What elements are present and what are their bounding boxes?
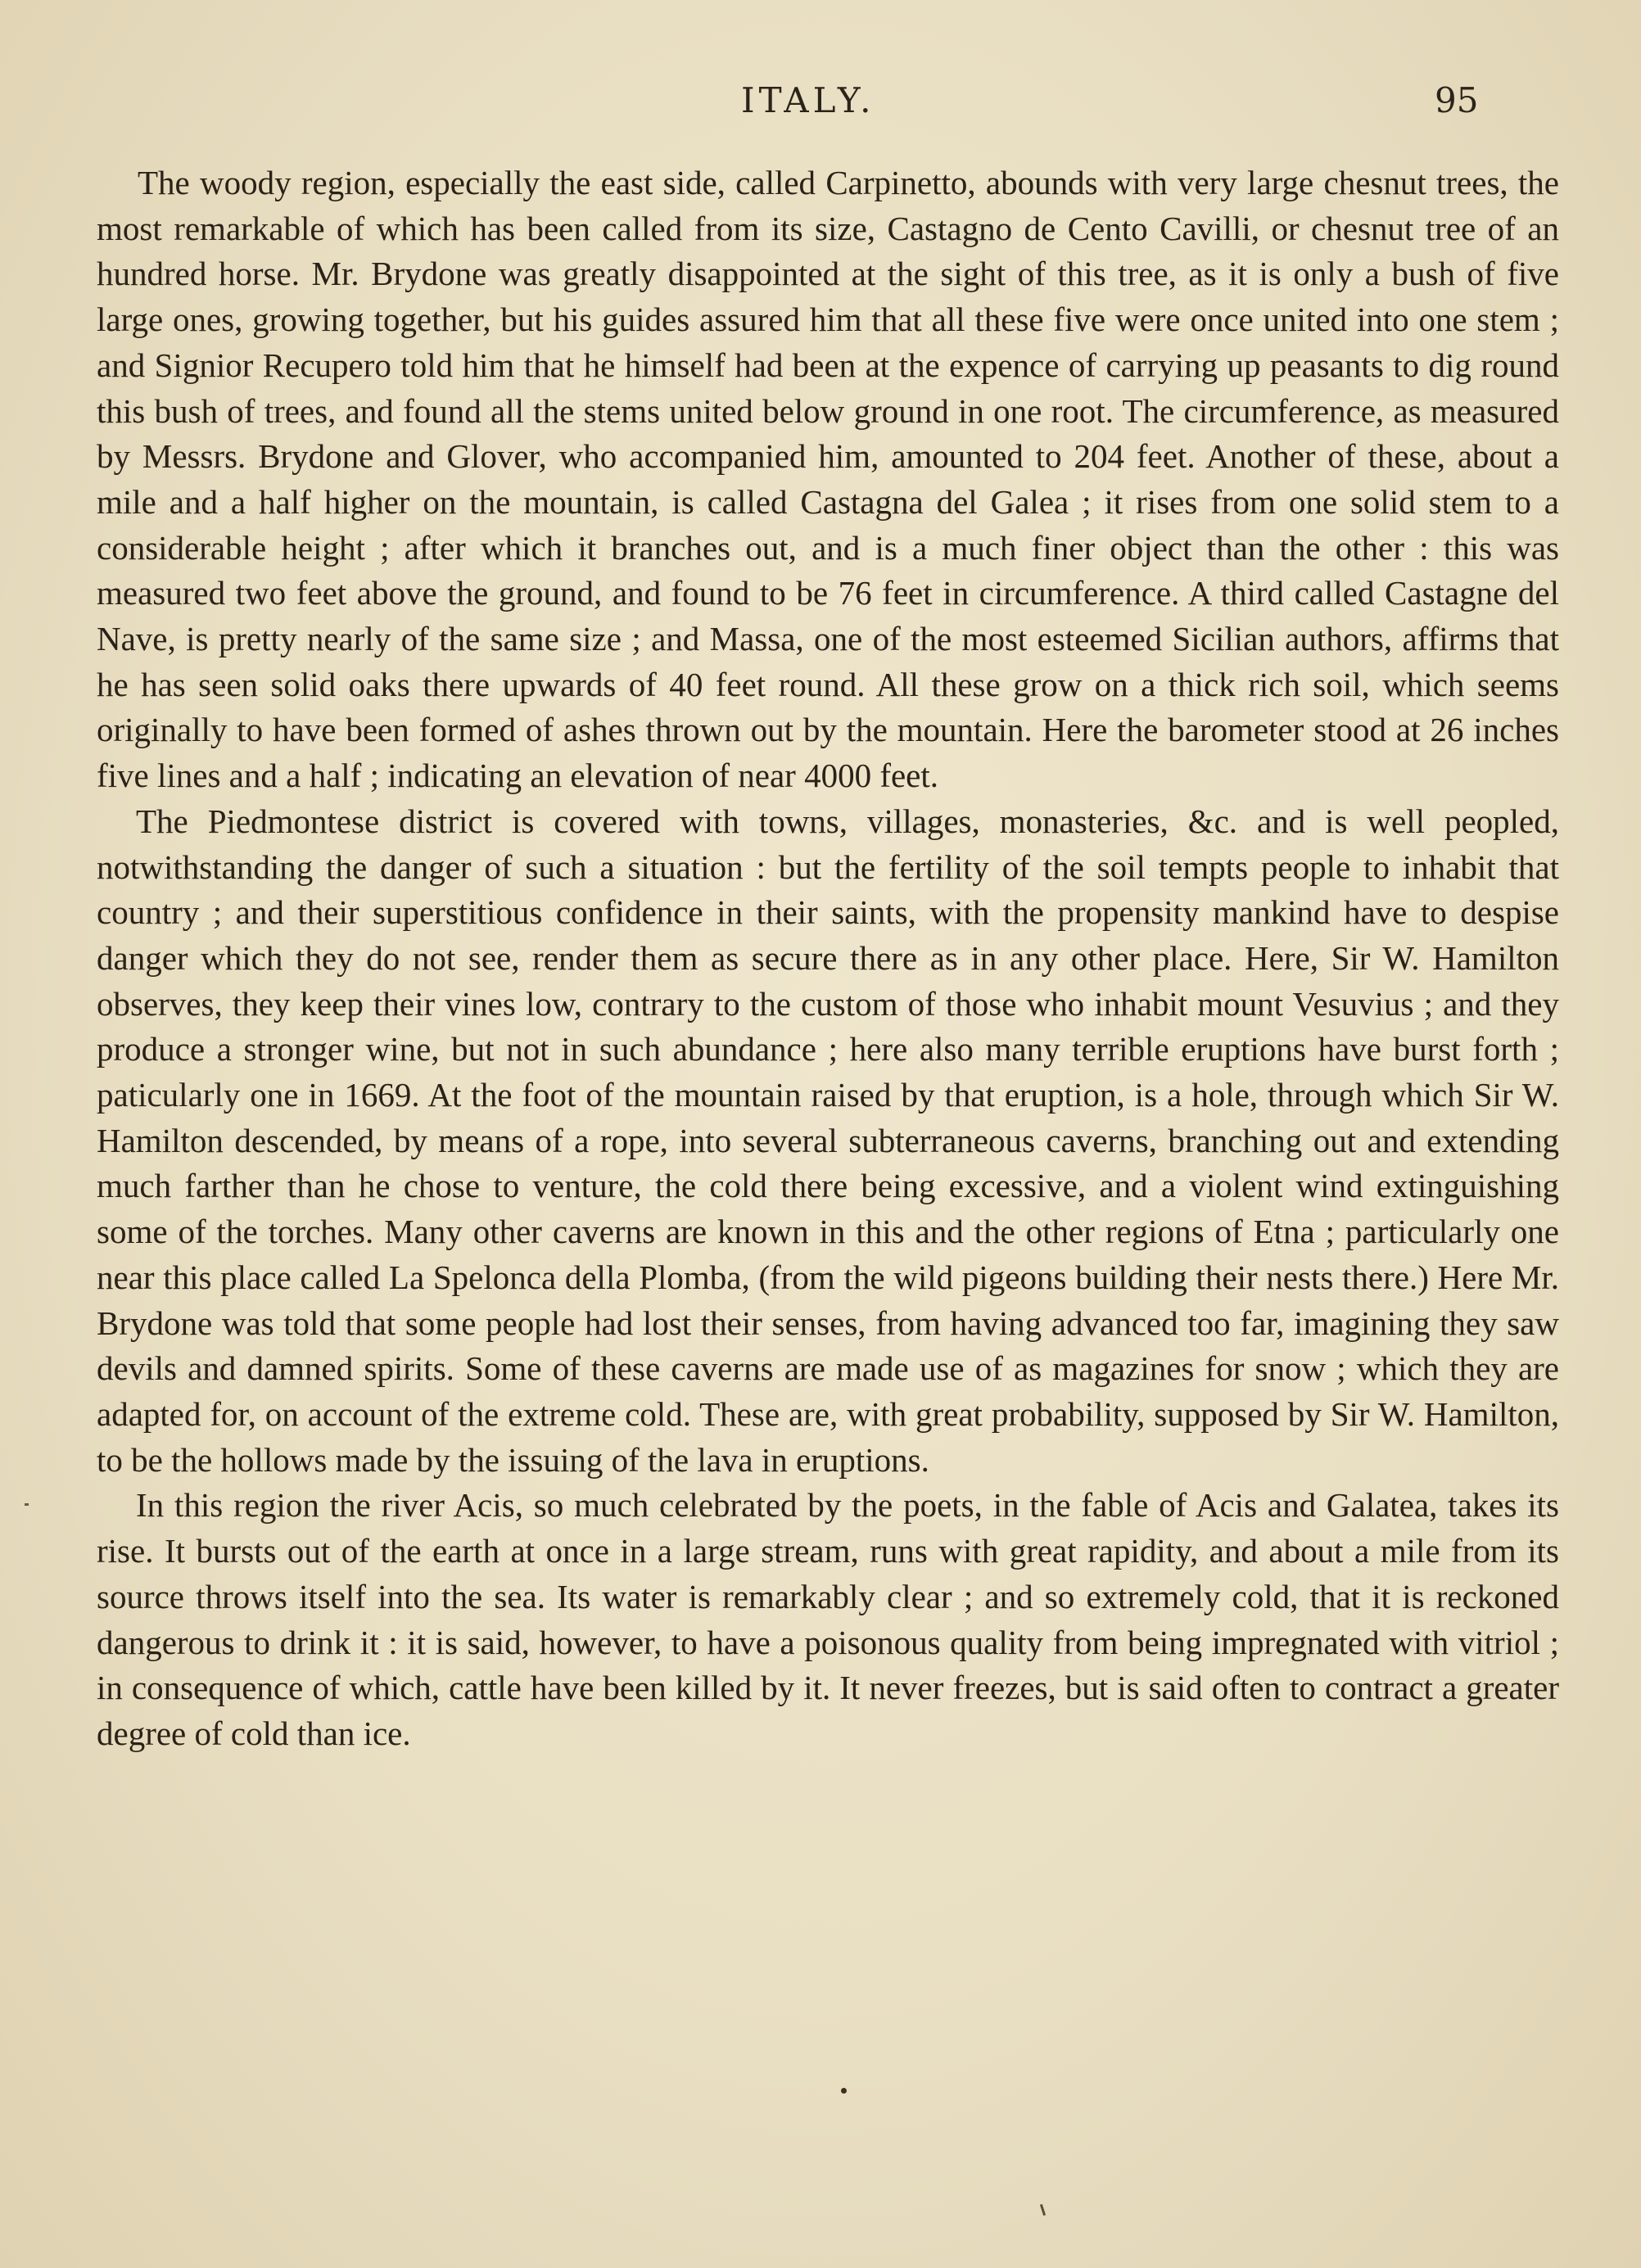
paragraph-river-acis: In this region the river Acis, so much celebrated by the poets, in the fable of Acis and Galatea, takes its rise. It bursts out of the earth at once in a large stream, runs with great rapidity, and about a mile from its source throws itself into the sea. Its water is remarkably clear ; and so extremely cold, that it is reckoned dangerous to drink it : it is said, however, to have a poisonous quality from being impregnated with vitriol ; in consequence of which, cattle have been killed by it. It never freezes, but is said often to contract a greater degree of cold than ice. <box>97 1486 1559 1752</box>
margin-speck <box>25 1503 29 1506</box>
ink-mark <box>1040 2204 1046 2216</box>
running-title: ITALY. <box>741 80 875 120</box>
running-head <box>0 80 1641 129</box>
paragraph-piedmontese-district: The Piedmontese district is covered with towns, villages, monasteries, &c. and is well peopled, notwithstanding the danger of such a situation : but the fertility of the soil tempts people to inhabit that country ; and their superstitious confidence in their saints, with the propensity mankind have to despise danger which they do not see, render them as secure there as in any other place. Here, Sir W. Hamilton observes, they keep their vines low, contrary to the custom of those who inhabit mount Vesuvius ; and they produce a stronger wine, but not in such abundance ; here also many terrible eruptions have burst forth ; paticularly one in 1669. At the foot of the mountain raised by that eruption, is a hole, through which Sir W. Hamilton descended, by means of a rope, into several subterraneous caverns, branching out and extending much farther than he chose to venture, the cold there being excessive, and a violent wind extinguishing some of the torches. Many other caverns are known in this and the other regions of Etna ; particularly one near this place called La Spelonca della Plomba, (from the wild pigeons building their nests there.) Here Mr. Brydone was told that some people had lost their senses, from having advanced too far, imagining they saw devils and damned spirits. Some of these caverns are made use of as magazines for snow ; which they are adapted for, on account of the extreme cold. These are, with great probability, supposed by Sir W. Hamilton, to be the hollows made by the issuing of the lava in eruptions. <box>97 802 1559 1479</box>
paragraph-woody-region: The woody region, especially the east side, called Carpinetto, abounds with very large chesnut trees, the most remarkable of which has been called from its size, Castagno de Cento Cavilli, or chesnut tree of an hundred horse. Mr. Brydone was greatly disappointed at the sight of this tree, as it is only a bush of five large ones, growing together, but his guides assured him that all these five were once united into one stem ; and Signior Recupero told him that he himself had been at the expence of carrying up peasants to dig round this bush of trees, and found all the stems united below ground in one root. The circumference, as measured by Messrs. Brydone and Glover, who accompanied him, amounted to 204 feet. Another of these, about a mile and a half higher on the mountain, is called Castagna del Galea ; it rises from one solid stem to a considerable height ; after which it branches out, and is a much finer object than the other : this was measured two feet above the ground, and found to be 76 feet in circumference. A third called Castagne del Nave, is pretty nearly of the same size ; and Massa, one of the most esteemed Sicilian authors, affirms that he has seen solid oaks there upwards of 40 feet round. All these grow on a thick rich soil, which seems originally to have been formed of ashes thrown out by the mountain. Here the barometer stood at 26 inches five lines and a half ; indicating an elevation of near 4000 feet. <box>97 164 1559 795</box>
page-number: 95 <box>1435 80 1479 120</box>
ink-dot <box>841 2088 847 2094</box>
body-text <box>97 160 1559 1757</box>
